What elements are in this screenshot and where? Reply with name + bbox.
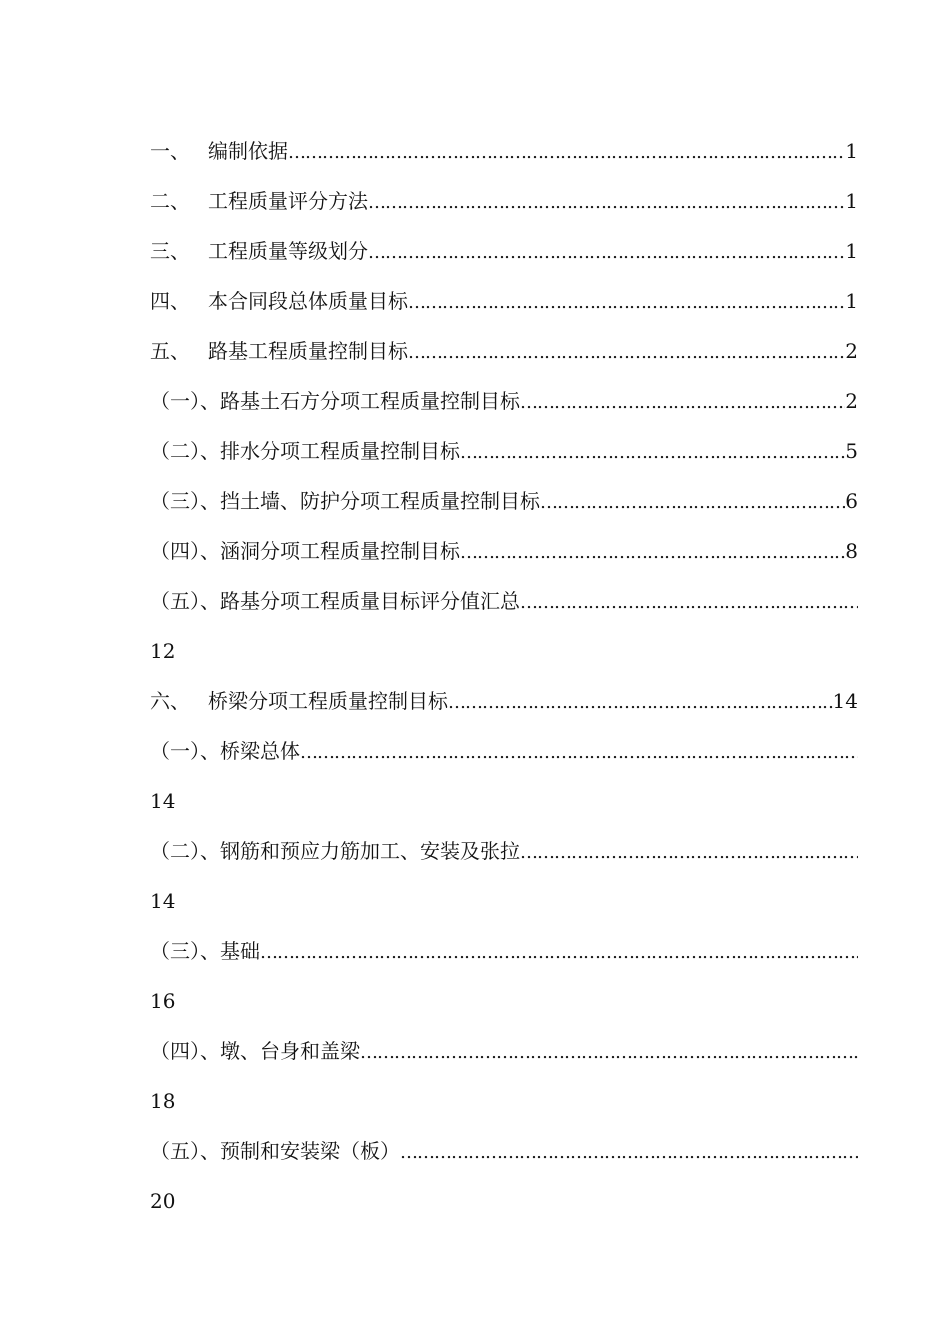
toc-entry-title: 路基土石方分项工程质量控制目标 [220, 389, 520, 413]
toc-entry-title: 工程质量评分方法 [208, 189, 368, 213]
dot-leader [460, 528, 845, 576]
dot-leader [360, 1028, 858, 1076]
toc-entry-page: 8 [845, 539, 858, 563]
table-of-contents [150, 126, 858, 1226]
toc-entry-number: 三、 [150, 239, 190, 263]
toc-entry-5-4[interactable] [150, 526, 858, 576]
toc-entry-1[interactable] [150, 126, 858, 176]
toc-entry-number: （二）、 [150, 839, 220, 863]
toc-entry-5-3[interactable] [150, 476, 858, 526]
dot-leader [408, 278, 845, 326]
toc-entry-page: 14 [832, 689, 858, 713]
toc-entry-page: 2 [845, 389, 858, 413]
toc-entry-number: （四）、 [150, 539, 220, 563]
toc-entry-title: 工程质量等级划分 [208, 239, 368, 263]
toc-entry-6-1[interactable] [150, 726, 858, 776]
toc-entry-page: 1 [845, 239, 858, 263]
dot-leader [288, 128, 845, 176]
dot-leader [540, 478, 845, 526]
toc-entry-page: 16 [150, 989, 176, 1013]
toc-entry-2[interactable] [150, 176, 858, 226]
toc-entry-title: 路基工程质量控制目标 [208, 339, 408, 363]
dot-leader [520, 578, 858, 626]
toc-entry-page: 14 [150, 789, 176, 813]
dot-leader [408, 328, 845, 376]
toc-entry-number: 二、 [150, 189, 190, 213]
toc-entry-page: 6 [845, 489, 858, 513]
toc-entry-page: 12 [150, 639, 176, 663]
toc-entry-6[interactable] [150, 676, 858, 726]
toc-entry-page: 20 [150, 1189, 176, 1213]
toc-entry-title: 挡土墙、防护分项工程质量控制目标 [220, 489, 540, 513]
toc-entry-page: 18 [150, 1089, 176, 1113]
toc-entry-title: 路基分项工程质量目标评分值汇总 [220, 589, 520, 613]
toc-entry-title: 桥梁分项工程质量控制目标 [208, 689, 448, 713]
toc-entry-title: 涵洞分项工程质量控制目标 [220, 539, 460, 563]
dot-leader [368, 178, 845, 226]
toc-entry-title: 本合同段总体质量目标 [208, 289, 408, 313]
dot-leader [460, 428, 845, 476]
toc-entry-6-2[interactable] [150, 826, 858, 876]
toc-entry-title: 钢筋和预应力筋加工、安装及张拉 [220, 839, 520, 863]
toc-entry-number: （一）、 [150, 739, 220, 763]
dot-leader [400, 1128, 858, 1176]
toc-entry-title: 墩、台身和盖梁 [220, 1039, 360, 1063]
toc-entry-3[interactable] [150, 226, 858, 276]
dot-leader [260, 928, 858, 976]
toc-entry-number: （二）、 [150, 439, 220, 463]
toc-entry-5-1[interactable] [150, 376, 858, 426]
toc-entry-page: 5 [845, 439, 858, 463]
toc-entry-4[interactable] [150, 276, 858, 326]
dot-leader [520, 828, 858, 876]
toc-entry-number: （四）、 [150, 1039, 220, 1063]
toc-entry-title: 编制依据 [208, 139, 288, 163]
toc-entry-number: （五）、 [150, 1139, 220, 1163]
toc-entry-title: 排水分项工程质量控制目标 [220, 439, 460, 463]
dot-leader [448, 678, 833, 726]
toc-entry-page: 14 [150, 889, 176, 913]
toc-entry-title: 基础 [220, 939, 260, 963]
toc-entry-title: 桥梁总体 [220, 739, 300, 763]
toc-entry-number: 四、 [150, 289, 190, 313]
dot-leader [520, 378, 845, 426]
toc-entry-page: 2 [845, 339, 858, 363]
toc-entry-6-3[interactable] [150, 926, 858, 976]
dot-leader [300, 728, 858, 776]
toc-entry-page: 1 [845, 189, 858, 213]
dot-leader [368, 228, 845, 276]
toc-entry-page: 1 [845, 139, 858, 163]
toc-entry-5-2[interactable] [150, 426, 858, 476]
toc-entry-number: （一）、 [150, 389, 220, 413]
toc-entry-number: 一、 [150, 139, 190, 163]
toc-entry-number: （三）、 [150, 489, 220, 513]
toc-entry-number: （三）、 [150, 939, 220, 963]
toc-entry-number: 六、 [150, 689, 190, 713]
toc-entry-number: 五、 [150, 339, 190, 363]
toc-entry-page: 1 [845, 289, 858, 313]
toc-entry-6-5[interactable] [150, 1126, 858, 1176]
toc-entry-title: 预制和安装梁（板） [220, 1139, 400, 1163]
toc-entry-6-4[interactable] [150, 1026, 858, 1076]
toc-entry-number: （五）、 [150, 589, 220, 613]
toc-entry-5-5[interactable] [150, 576, 858, 626]
toc-entry-5[interactable] [150, 326, 858, 376]
